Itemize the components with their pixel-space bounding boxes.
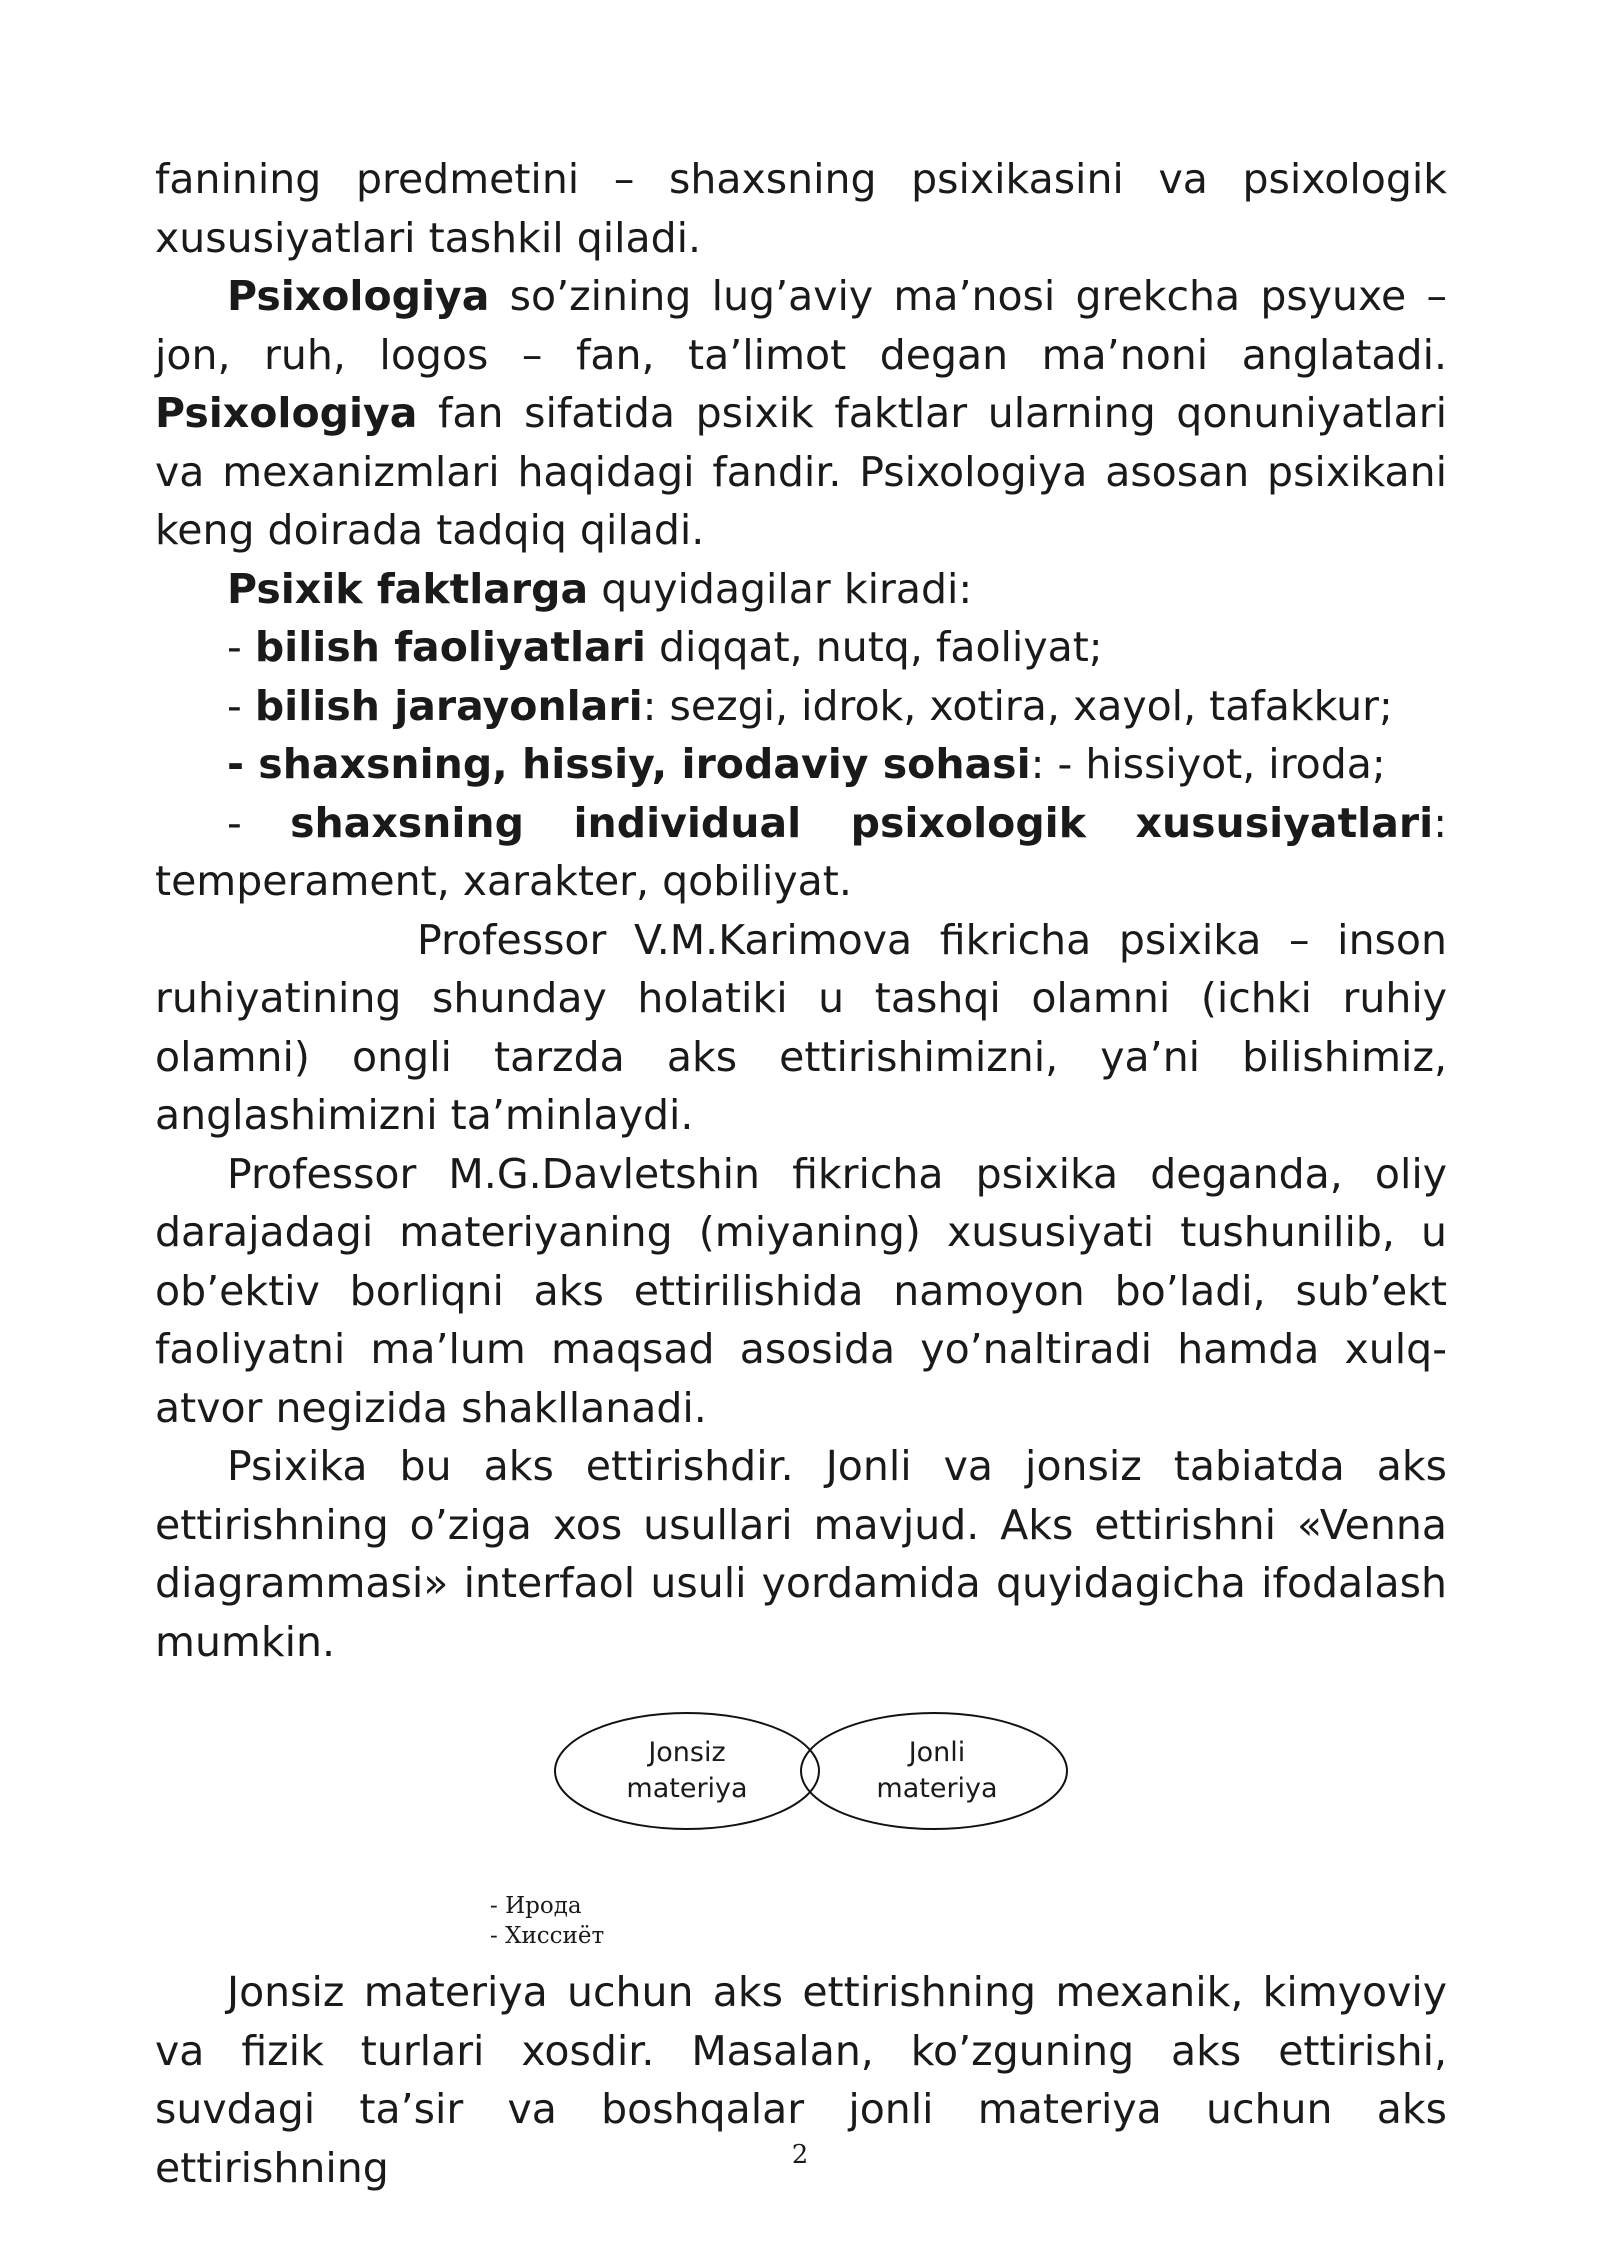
note-iroda: - Ирода bbox=[490, 1893, 582, 1919]
list-item: - shaxsning individual psixologik xususiyatlari: temperament, xarakter, qobiliyat. bbox=[155, 798, 1448, 905]
venn-right-label: Jonli materiya bbox=[876, 1737, 998, 1804]
paragraph-1: fanining predmetini – shaxsning psixikasini va psixologik xususiyatlari tashkil qiladi. bbox=[155, 155, 1447, 262]
term-psixologiya-2: Psixologiya bbox=[155, 389, 418, 437]
list-item: - shaxsning, hissiy, irodaviy sohasi: - hissiyot, iroda; bbox=[227, 740, 1386, 788]
note-hissiyot: - Хиссиёт bbox=[490, 1923, 605, 1949]
page-content bbox=[155, 150, 1447, 2197]
paragraph-davletshin: Professor M.G.Davletshin fikricha psixika deganda, oliy darajadagi materiyaning (miyaning) xususiyati tushunilib, u ob’ektiv borliqni aks ettirilishida namoyon bo’ladi, sub’ekt faoliyatni ma’lum maqsad asosida yo’naltiradi hamda xulq-atvor negizida shakllanadi. bbox=[155, 1149, 1447, 1432]
venn-diagram-svg bbox=[155, 1671, 1447, 1891]
venn-diagram bbox=[155, 1671, 1447, 1891]
venn-left-label: Jonsiz materiya bbox=[626, 1737, 748, 1804]
page-number: 2 bbox=[791, 2140, 809, 2170]
venn-notes bbox=[155, 1891, 1447, 1963]
term-psixologiya: Psixologiya bbox=[227, 272, 490, 320]
paragraph-karimova: Professor V.M.Karimova fikricha psixika – inson ruhiyatining shunday holatiki u tashqi olamni (ichki ruhiy olamni) ongli tarzda aks ettirishimizni, ya’ni bilishimiz, anglashimizni ta’minlaydi. bbox=[155, 915, 1447, 1139]
list-item: - bilish jarayonlari: sezgi, idrok, xotira, xayol, tafakkur; bbox=[227, 681, 1393, 730]
paragraph-psixika: Psixika bu aks ettirishdir. Jonli va jonsiz tabiatda aks ettirishning o’ziga xos usullari mavjud. Aks ettirishni «Venna diagrammasi» interfaol usuli yordamida quyidagicha ifodalash mumkin. bbox=[155, 1442, 1447, 1666]
paragraph-2: Psixologiya so’zining lug’aviy ma’nosi grekcha psyuxe – jon, ruh, logos – fan, ta’limot degan ma’noni anglatadi. Psixologiya fan sifatida psixik faktlar ularning qonuniyatlari va mexanizmlari haqidagi fandir. Psixologiya asosan psixikani keng doirada tadqiq qiladi. bbox=[155, 272, 1447, 554]
list-item: - bilish faoliyatlari diqqat, nutq, faoliyat; bbox=[227, 623, 1103, 671]
paragraph-3: Psixik faktlarga quyidagilar kiradi: bbox=[227, 564, 973, 613]
paragraph-jonsiz: Jonsiz materiya uchun aks ettirishning mexanik, kimyoviy va fizik turlari xosdir. Masalan, ko’zguning aks ettirishi, suvdagi ta’sir va boshqalar jonli materiya uchun aks ettirishning bbox=[155, 1968, 1447, 2192]
